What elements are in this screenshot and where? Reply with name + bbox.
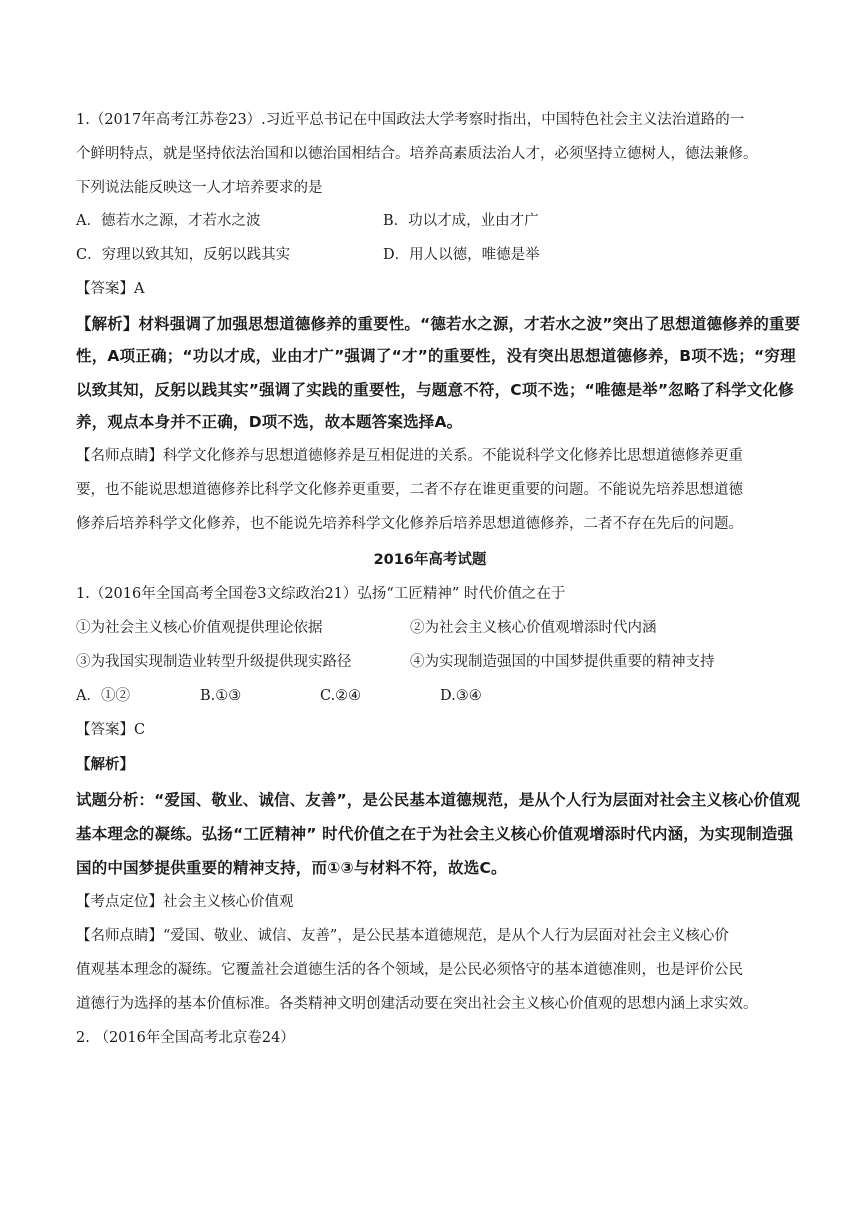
option-d-2016: D.③④ [440, 688, 482, 704]
option-b-2016: B.①③ [200, 688, 242, 704]
analysis-2017-line-1: 【解析】材料强调了加强思想道德修养的重要性。“德若水之源，才若水之波”突出了思想道德修养的重要 [76, 315, 801, 333]
question-2017-line-1: 1.（2017年高考江苏卷23）.习近平总书记在中国政法大学考察时指出，中国特色社会主义法治道路的一 [76, 112, 745, 128]
analysis-2016-line-2: 基本理念的凝练。弘扬“工匠精神” 时代价值之在于为社会主义核心价值观增添时代内涵，为实现制造强 [76, 825, 794, 843]
question-2016-line-1: 1.（2016年全国高考全国卷3文综政治21）弘扬“工匠精神” 时代价值之在于 [76, 586, 566, 602]
section-title-2016: 2016年高考试题 [373, 552, 487, 568]
analysis-2016-line-1: 试题分析：“爱国、敬业、诚信、友善”，是公民基本道德规范，是从个人行为层面对社会主义核心价值观 [76, 791, 801, 809]
comment-2016-line-1: 【名师点睛】“爱国、敬业、诚信、友善”，是公民基本道德规范，是从个人行为层面对社会主义核心价 [76, 928, 729, 944]
question-2017-line-3: 下列说法能反映这一人才培养要求的是 [76, 180, 323, 196]
comment-2016-line-2: 值观基本理念的凝练。它覆盖社会道德生活的各个领域，是公民必须恪守的基本道德准则，也是评价公民 [76, 962, 743, 978]
option-c: C．穷理以致其知，反躬以践其实 [76, 247, 291, 263]
analysis-2017-line-4: 养，观点本身并不正确，D项不选，故本题答案选择A。 [76, 413, 463, 431]
answer-2016: 【答案】C [76, 722, 146, 738]
option-a-2016: A．①② [76, 688, 130, 704]
comment-2016-line-3: 道德行为选择的基本价值标准。各类精神文明创建活动要在突出社会主义核心价值观的思想内涵上求实效。 [76, 996, 758, 1012]
option-d: D．用人以德，唯德是举 [383, 247, 540, 263]
question-2017-line-2: 个鲜明特点，就是坚持依法治国和以德治国相结合。培养高素质法治人才，必须坚持立德树人，德法兼修。 [76, 146, 758, 162]
statement-2: ②为社会主义核心价值观增添时代内涵 [410, 620, 657, 636]
option-c-2016: C.②④ [320, 688, 362, 704]
analysis-2017-line-2: 性，A项正确；“功以才成，业由才广”强调了“才”的重要性，没有突出思想道德修养，B项不选；“穷理 [76, 347, 796, 365]
option-b: B．功以才成，业由才广 [383, 213, 539, 229]
statement-4: ④为实现制造强国的中国梦提供重要的精神支持 [410, 654, 715, 670]
statement-1: ①为社会主义核心价值观提供理论依据 [76, 620, 323, 636]
option-a: A．德若水之源，才若水之波 [76, 213, 261, 229]
comment-2017-line-1: 【名师点睛】科学文化修养与思想道德修养是互相促进的关系。不能说科学文化修养比思想道德修养更重 [76, 448, 743, 464]
exam-point-location: 【考点定位】社会主义核心价值观 [76, 894, 294, 910]
question-2016-2-line-1: 2. （2016年全国高考北京卷24） [76, 1030, 295, 1046]
comment-2017-line-3: 修养后培养科学文化修养，也不能说先培养科学文化修养后培养思想道德修养，二者不存在先后的问题。 [76, 516, 743, 532]
answer-2017: 【答案】A [76, 281, 145, 297]
analysis-2016-title: 【解析】 [76, 757, 134, 773]
comment-2017-line-2: 要，也不能说思想道德修养比科学文化修养更重要，二者不存在谁更重要的问题。不能说先培养思想道德 [76, 482, 743, 498]
analysis-2016-line-3: 国的中国梦提供重要的精神支持，而①③与材料不符，故选C。 [76, 859, 507, 877]
statement-3: ③为我国实现制造业转型升级提供现实路径 [76, 654, 352, 670]
analysis-2017-line-3: 以致其知，反躬以践其实”强调了实践的重要性，与题意不符，C项不选；“唯德是举”忽略了科学文化修 [76, 381, 794, 399]
